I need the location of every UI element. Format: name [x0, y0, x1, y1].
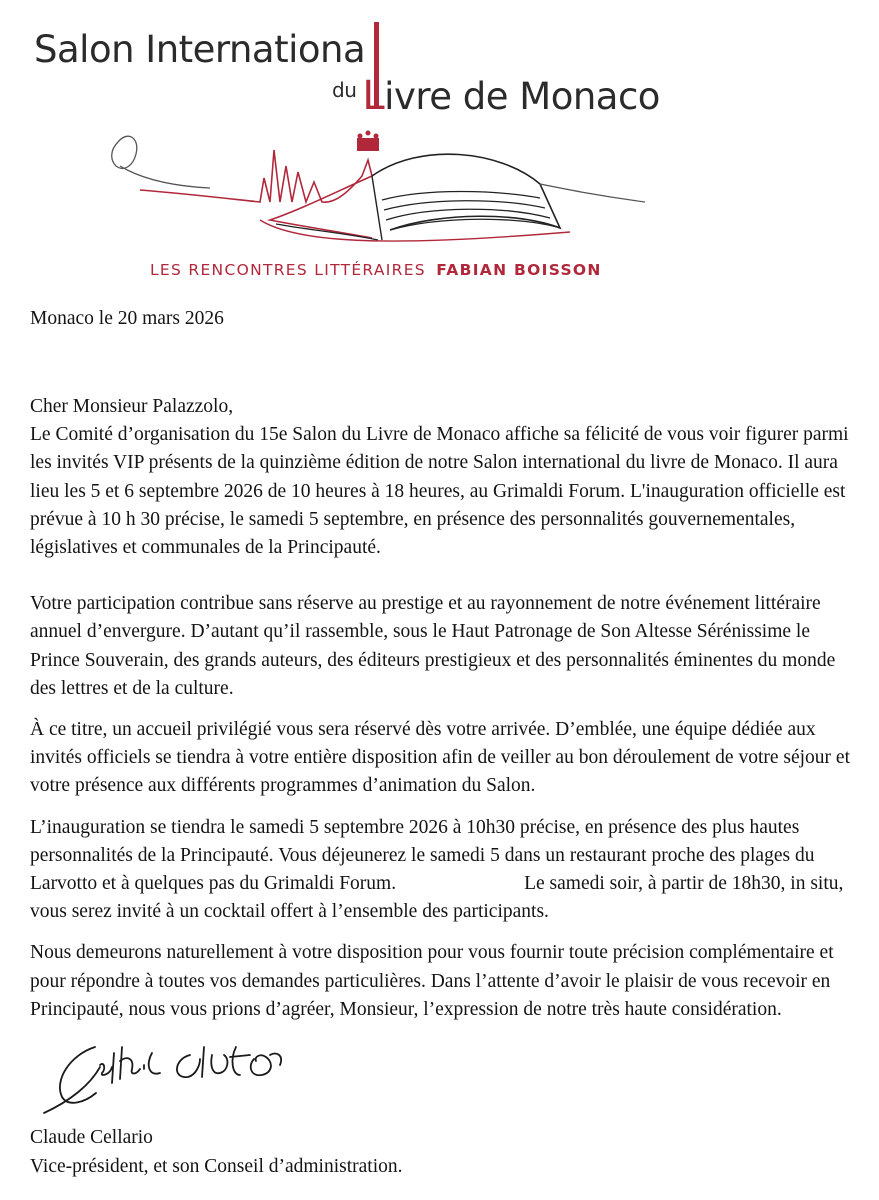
letterhead-du: du — [332, 78, 357, 102]
letterhead-title-rest: ivre de Monaco — [384, 75, 660, 118]
letter-body — [30, 393, 860, 1024]
paragraph-1: Le Comité d’organisation du 15e Salon du Livre de Monaco affiche sa félicité de vous voir figurer parmi les invités VIP présents de la quinzième édition de notre Salon international du livre de Monaco. Il aura lieu les 5 et 6 septembre 2026 de 10 heures à 18 heures, au Grimaldi Forum. L'inauguration officielle est prévue à 10 h 30 précise, le samedi 5 septembre, en présence des personnalités gouvernementales, législatives et communales de la Principauté. — [30, 424, 849, 559]
signatory-name: Claude Cellario — [30, 1127, 153, 1148]
letterhead-title-line2 — [332, 73, 660, 119]
letterhead-title-line1: Salon Internationa — [34, 28, 366, 71]
paragraph-2: Votre participation contribue sans réserve au prestige et au rayonnement de notre événement littéraire annuel d’envergure. D’autant qu’il rassemble, sous le Haut Patronage de Son Altesse Sérénissime le Prince Souverain, des grands auteurs, des éditeurs prestigieux et des personnalités éminentes du monde des lettres et de la culture. — [30, 593, 836, 699]
book-logo-illustration — [100, 120, 660, 250]
skyline-line — [140, 150, 372, 202]
handwritten-signature — [40, 1025, 310, 1120]
signatory-title: Vice-président, et son Conseil d’administration. — [30, 1155, 403, 1177]
quill-icon — [112, 136, 137, 168]
book-left-page — [270, 176, 372, 238]
letterhead-big-l: L — [362, 73, 385, 119]
paragraph-3: À ce titre, un accueil privilégié vous sera réservé dès votre arrivée. D’emblée, une équipe dédiée aux invités officiels se tiendra à votre entière disposition afin de veiller au bon déroulement de votre séjour et votre présence aux différents programmes d’animation du Salon. — [30, 719, 850, 797]
letterhead-tagline — [150, 261, 602, 279]
paragraph-5: Nous demeurons naturellement à votre disposition pour vous fournir toute précision complémentaire et pour répondre à toutes vos demandes particulières. Dans l’attente d’avoir le plaisir de vous recevoir en Principauté, nous vous prions d’agréer, Monsieur, l’expression de notre très haute considération. — [30, 942, 834, 1020]
crown-icon — [357, 131, 379, 152]
paragraph-4-part-b: Le samedi soir, à partir de 18h30, in situ, vous serez invité à un cocktail offert à l’ensemble des participants. — [30, 873, 844, 923]
paragraph-4-part-a: L’inauguration se tiendra le samedi 5 septembre 2026 à 10h30 précise, en présence des plus hautes personnalités de la Principauté. Vous déjeunerez le samedi 5 dans un restaurant proche des plages du Larvotto et à quelques pas du Grimaldi Forum. — [30, 816, 815, 895]
tagline-part2: FABIAN BOISSON — [436, 261, 602, 279]
salutation: Cher Monsieur Palazzolo, — [30, 396, 234, 417]
paragraph-4 — [30, 814, 860, 927]
signatory-block — [30, 1124, 403, 1181]
letter-date: Monaco le 20 mars 2026 — [30, 308, 224, 329]
tagline-part1: LES RENCONTRES LITTÉRAIRES — [150, 261, 426, 279]
